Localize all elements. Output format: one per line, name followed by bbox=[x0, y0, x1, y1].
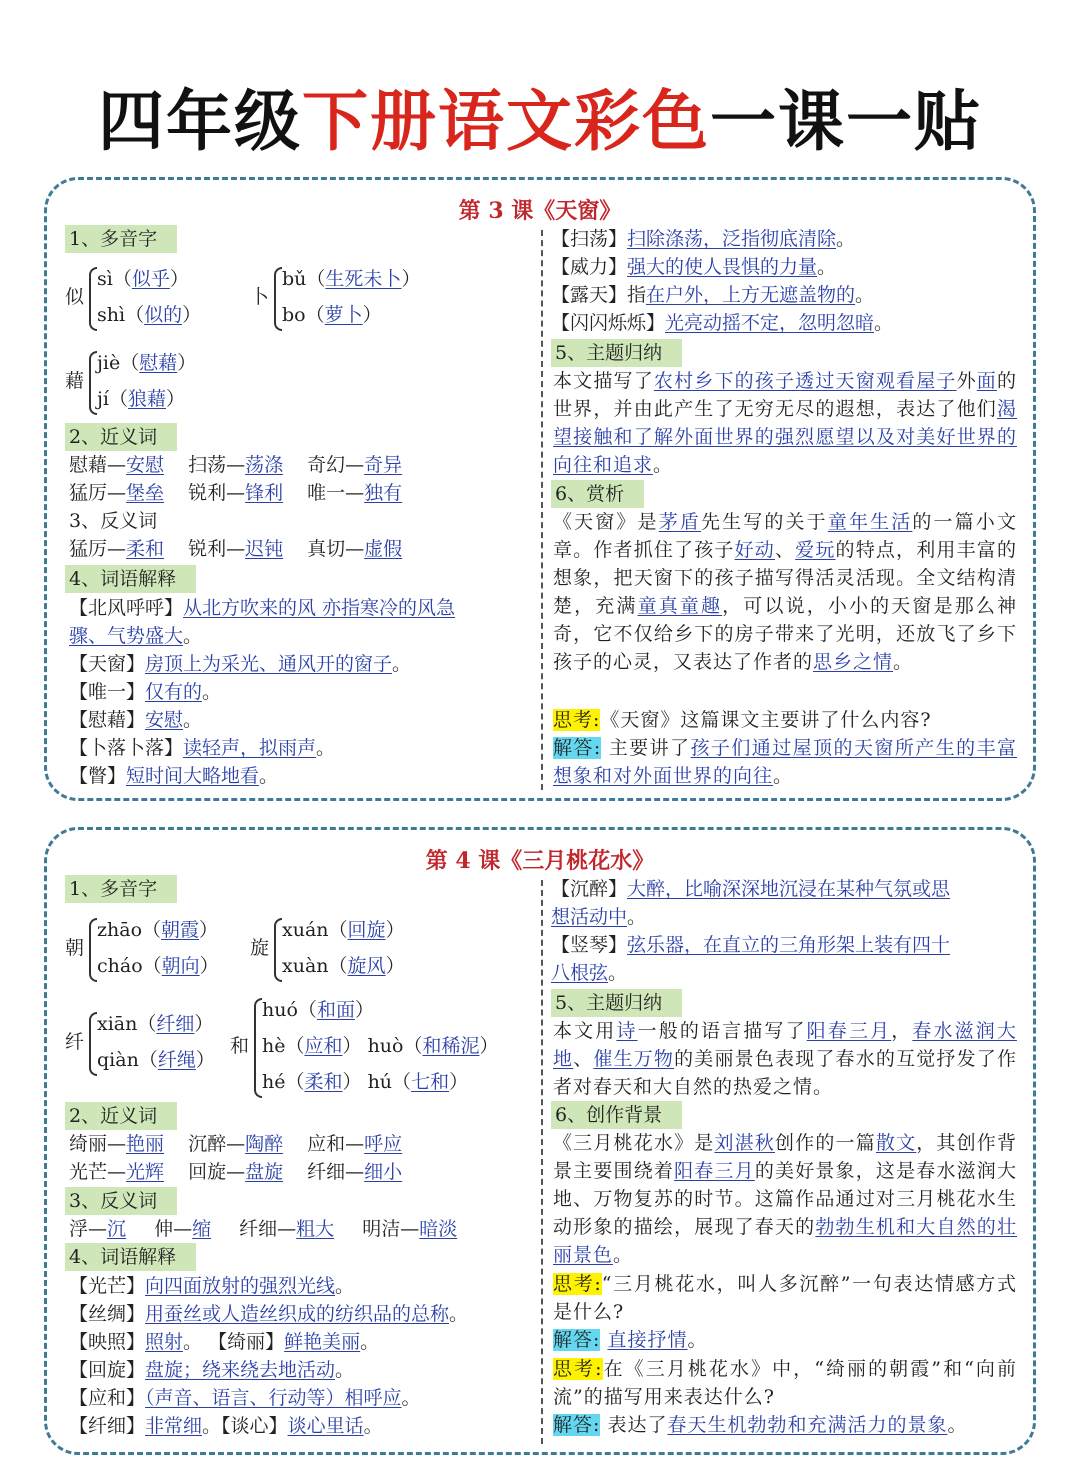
answer: 解答: 表达了春天生机勃勃和充满活力的景象。 bbox=[553, 1414, 968, 1436]
explanation-item: 【扫荡】扫除涤荡，泛指彻底清除。 bbox=[551, 228, 856, 250]
section-polyphones: 1、多音字 bbox=[65, 225, 177, 253]
section-synonyms: 2、近义词 bbox=[65, 423, 177, 451]
question-label: 思考: bbox=[553, 1273, 602, 1295]
brace bbox=[89, 351, 97, 415]
word: 慰藉 bbox=[139, 352, 178, 374]
section-antonyms: 3、反义词 bbox=[65, 1187, 177, 1215]
theme-paragraph: 本文用诗一般的语言描写了阳春三月，春水滋润大地、催生万物的美丽景色表现了春水的互觉抒发了作者对春天和大自然的热爱之情。 bbox=[553, 1020, 1017, 1098]
polyphone-char: 和 bbox=[230, 1035, 250, 1057]
theme-paragraph: 本文描写了农村乡下的孩子透过天窗观看屋子外面的世界，并由此产生了无穷无尽的遐想，表达了他们渴望接触和了解外面世界的强烈愿望以及对美好世界的向往和追求。 bbox=[553, 370, 1017, 476]
polyphone-char: 卜 bbox=[250, 286, 270, 308]
question-label: 思考: bbox=[553, 709, 601, 731]
section-synonyms: 2、近义词 bbox=[65, 1102, 177, 1130]
pinyin: bo bbox=[282, 304, 306, 326]
explanation-item: 【回旋】盘旋；绕来绕去地活动。 bbox=[69, 1359, 355, 1381]
explanation-item: 【沉醉】大醉，比喻深深地沉浸在某种气氛或思 bbox=[551, 878, 951, 900]
explanation-item: 【天窗】房顶上为采光、通风开的窗子。 bbox=[69, 653, 412, 675]
word: 似乎 bbox=[131, 268, 170, 290]
column-divider bbox=[541, 230, 543, 790]
polyphone-group: 纤 xiān（纤细） qiàn（纤绳） bbox=[65, 1006, 235, 1078]
polyphone-group: 旋 xuán（回旋） xuàn（旋风） bbox=[250, 912, 430, 984]
section-polyphones: 1、多音字 bbox=[65, 875, 177, 903]
section-theme: 5、主题归纳 bbox=[551, 339, 682, 367]
brace bbox=[89, 267, 97, 331]
section-word-explanation: 4、词语解释 bbox=[65, 1243, 196, 1271]
polyphone-char: 似 bbox=[65, 286, 85, 308]
pinyin: bǔ bbox=[282, 268, 307, 290]
explanation-item: 【纤细】非常细。【谈心】谈心里话。 bbox=[69, 1415, 383, 1437]
synonym-row: 猛厉—堡垒 锐利—锋利 唯一—独有 bbox=[69, 482, 403, 504]
antonym-row: 猛厉—柔和 锐利—迟钝 真切—虚假 bbox=[69, 538, 403, 560]
explanation-item: 【慰藉】安慰。 bbox=[69, 709, 203, 731]
polyphone-group: 卜 bǔ（生死未卜） bo（萝卜） bbox=[250, 261, 470, 333]
lesson-4-card bbox=[44, 827, 1036, 1455]
explanation-item: 【卜落卜落】读轻声，拟雨声。 bbox=[69, 737, 336, 759]
brace bbox=[274, 918, 282, 982]
explanation-item: 【应和】（声音、语言、行动等）相呼应。 bbox=[69, 1387, 421, 1409]
word: 萝卜 bbox=[324, 304, 363, 326]
polyphone-char: 朝 bbox=[65, 937, 85, 959]
explanation-item: 【竖琴】弦乐器，在直立的三角形架上装有四十 bbox=[551, 934, 951, 956]
polyphone-group: 和 huó（和面） hè（应和） huò（和稀泥） hé（柔和） hú（七和） bbox=[230, 992, 530, 1100]
answer: 解答: 主要讲了孩子们通过屋顶的天窗所产生的丰富想象和对外面世界的向往。 bbox=[553, 737, 1017, 787]
lesson-3-card bbox=[44, 177, 1036, 801]
question: 思考:“三月桃花水，叫人多沉醉”一句表达情感方式是什么? bbox=[553, 1273, 1017, 1323]
section-antonyms: 3、反义词 bbox=[69, 510, 158, 532]
background-paragraph: 《三月桃花水》是刘湛秋创作的一篇散文，其创作背景主要围绕着阳春三月的美好景象，这是春水滋润大地、万物复苏的时节。这篇作品通过对三月桃花水生动形象的描绘，展现了春天的勃勃生机和大自然的壮丽景色。 bbox=[553, 1132, 1017, 1266]
section-theme: 5、主题归纳 bbox=[551, 989, 682, 1017]
synonym-row: 绮丽—艳丽 沉醉—陶醉 应和—呼应 bbox=[69, 1133, 403, 1155]
explanation-item: 【光芒】向四面放射的强烈光线。 bbox=[69, 1275, 355, 1297]
polyphone-group: 朝 zhāo（朝霞） cháo（朝向） bbox=[65, 912, 245, 984]
pinyin: jiè bbox=[97, 352, 121, 374]
brace bbox=[274, 267, 282, 331]
polyphone-group: 似 sì（似乎） shì（似的） bbox=[65, 261, 265, 333]
brace bbox=[254, 998, 262, 1098]
explanation-item: 【映照】照射。 【绮丽】鲜艳美丽。 bbox=[69, 1331, 380, 1353]
page-title: 四年级下册语文彩色一课一贴 bbox=[98, 83, 982, 160]
explanation-item: 【闪闪烁烁】光亮动摇不定，忽明忽暗。 bbox=[551, 312, 894, 334]
word: 生死未卜 bbox=[325, 268, 402, 290]
explanation-item: 【瞥】短时间大略地看。 bbox=[69, 765, 279, 787]
antonym-row: 浮—沉 伸—缩 纤细—粗大 明洁—暗淡 bbox=[69, 1218, 458, 1240]
lesson-3-title: 第 3 课《天窗》 bbox=[458, 198, 622, 224]
polyphone-group: 藉 jiè（慰藉） jí（狼藉） bbox=[65, 345, 265, 417]
explanation-item: 【威力】强大的使人畏惧的力量。 bbox=[551, 256, 837, 278]
section-appreciation: 6、赏析 bbox=[551, 480, 644, 508]
question-label: 思考: bbox=[553, 1358, 603, 1380]
answer-label: 解答: bbox=[553, 1329, 601, 1351]
section-background: 6、创作背景 bbox=[551, 1101, 682, 1129]
explanation-item: 骤、气势盛大。 bbox=[69, 625, 203, 647]
explanation-item: 【北风呼呼】从北方吹来的风 亦指寒冷的风急 bbox=[69, 597, 456, 619]
word: 似的 bbox=[144, 304, 183, 326]
explanation-item: 【露天】指在户外，上方无遮盖物的。 bbox=[551, 284, 875, 306]
synonym-row: 光芒—光辉 回旋—盘旋 纤细—细小 bbox=[69, 1161, 403, 1183]
pinyin: jí bbox=[97, 388, 109, 410]
explanation-item: 想活动中。 bbox=[551, 906, 647, 928]
section-word-explanation: 4、词语解释 bbox=[65, 565, 196, 593]
explanation-item: 八根弦。 bbox=[551, 962, 628, 984]
lesson-4-title: 第 4 课《三月桃花水》 bbox=[425, 848, 655, 874]
brace bbox=[89, 918, 97, 982]
column-divider bbox=[541, 880, 543, 1444]
explanation-item: 【丝绸】用蚕丝或人造丝织成的纺织品的总称。 bbox=[69, 1303, 469, 1325]
word: 狼藉 bbox=[127, 388, 166, 410]
question: 思考:《天窗》这篇课文主要讲了什么内容? bbox=[553, 709, 932, 731]
synonym-row: 慰藉—安慰 扫荡—荡涤 奇幻—奇异 bbox=[69, 454, 403, 476]
pinyin: shì bbox=[97, 304, 126, 326]
polyphone-char: 旋 bbox=[250, 937, 270, 959]
question: 思考:在《三月桃花水》中，“绮丽的朝霞”和“向前流”的描写用来表达什么? bbox=[553, 1358, 1017, 1408]
answer-label: 解答: bbox=[553, 737, 602, 759]
pinyin: sì bbox=[97, 268, 113, 290]
brace bbox=[89, 1012, 97, 1076]
appreciation-paragraph: 《天窗》是茅盾先生写的关于童年生活的一篇小文章。作者抓住了孩子好动、爱玩的特点，利用丰富的想象，把天窗下的孩子描写得活灵活现。全文结构清楚，充满童真童趣，可以说，小小的天窗是那么神奇，它不仅给乡下的房子带来了光明，还放飞了乡下孩子的心灵，又表达了作者的思乡之情。 bbox=[553, 511, 1017, 673]
answer-label: 解答: bbox=[553, 1414, 601, 1436]
polyphone-char: 纤 bbox=[65, 1031, 85, 1053]
polyphone-char: 藉 bbox=[65, 370, 85, 392]
explanation-item: 【唯一】仅有的。 bbox=[69, 681, 222, 703]
answer: 解答: 直接抒情。 bbox=[553, 1329, 708, 1351]
